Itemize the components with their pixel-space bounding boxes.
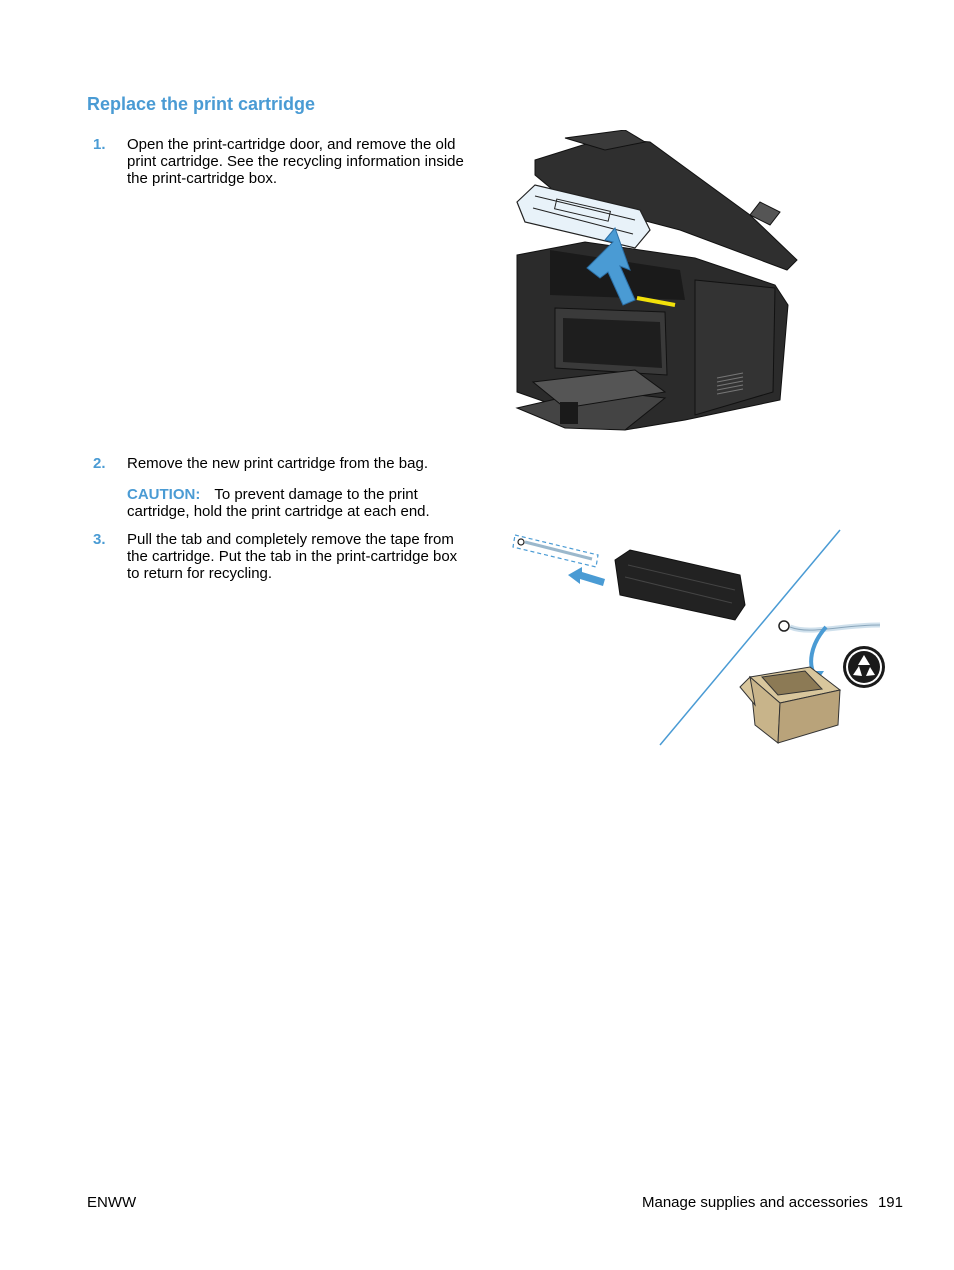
step-number: 1. xyxy=(93,136,106,153)
step-2 xyxy=(87,455,467,472)
footer-label: ENWW xyxy=(87,1194,137,1211)
page-number: 191 xyxy=(877,1194,903,1211)
footer-section-title: Manage supplies and accessories xyxy=(642,1194,868,1211)
step-text: Remove the new print cartridge from the bag. xyxy=(127,455,428,472)
step-text: Pull the tab and completely remove the tape from the cartridge. Put the tab in the print-cartridge box to return for recycling. xyxy=(127,531,458,582)
step-1 xyxy=(87,136,467,187)
tape-removal-recycling-illustration xyxy=(510,525,895,750)
step-number: 2. xyxy=(93,455,106,472)
step-3 xyxy=(87,531,467,582)
step-text: Open the print-cartridge door, and remove the old print cartridge. See the recycling information inside the print-cartridge box. xyxy=(127,136,464,187)
step-number: 3. xyxy=(93,531,106,548)
recycle-icon xyxy=(843,646,885,688)
printer-cartridge-removal-illustration xyxy=(505,130,805,445)
caution-note xyxy=(127,486,467,520)
caution-label: CAUTION: xyxy=(127,486,201,503)
page-title: Replace the print cartridge xyxy=(87,94,316,114)
caution-text: To prevent damage to the print cartridge, hold the print cartridge at each end. xyxy=(127,486,430,520)
footer-section xyxy=(642,1194,903,1211)
